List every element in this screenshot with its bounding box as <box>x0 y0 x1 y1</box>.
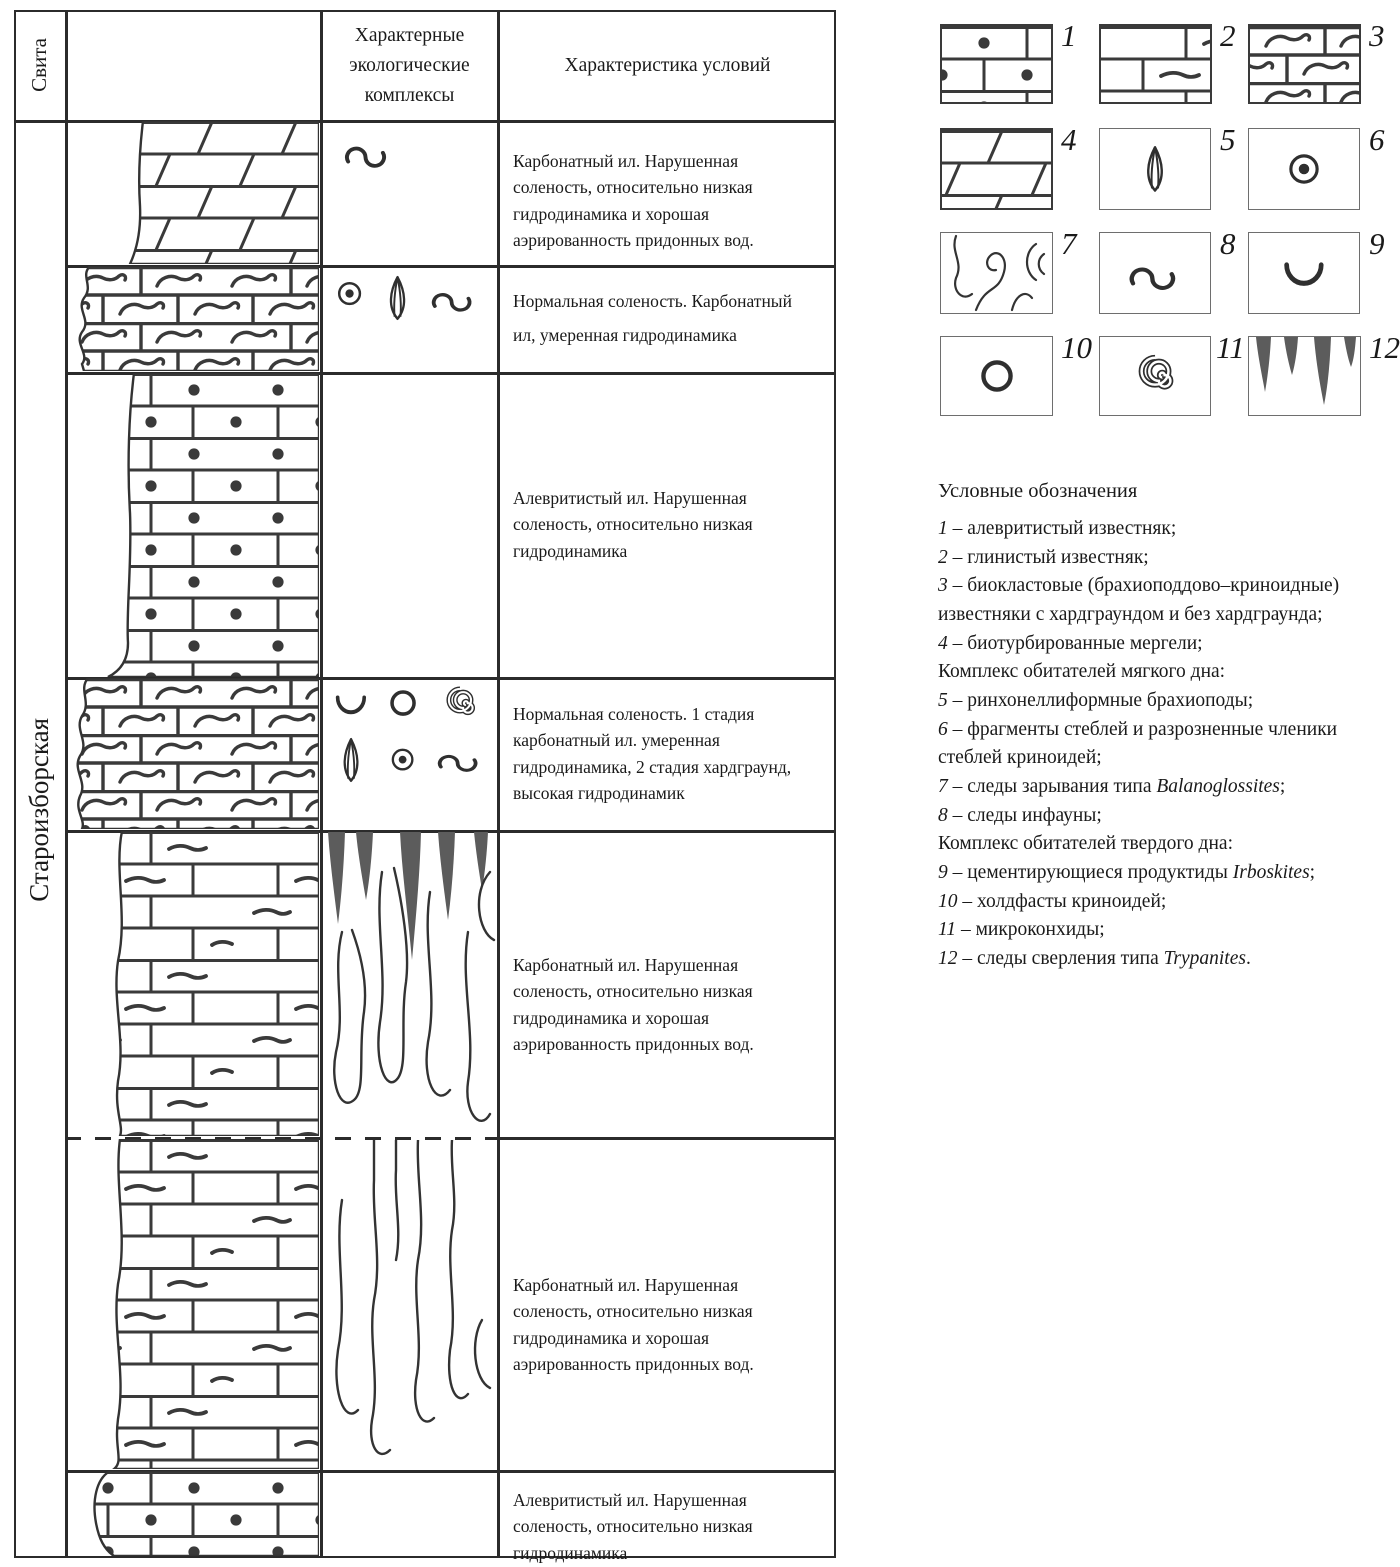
legend-box-brachiopod <box>1099 128 1211 210</box>
infauna-trace-icon <box>427 281 481 314</box>
condition-row2: Нормальная соленость. Карбонатный ил, умеренная гидродинамика <box>513 291 792 345</box>
crinoid-holdfast-icon <box>386 686 420 720</box>
legend-item-8: 8 – следы инфауны; <box>938 804 1102 826</box>
legend-num-4: 4 <box>1061 122 1077 157</box>
header-cond-label: Характеристика условий <box>564 54 771 76</box>
legend-num-6: 6 <box>1369 122 1385 157</box>
legend-num-1: 1 <box>1061 18 1077 53</box>
legend-box-crinoid-holdfast <box>940 336 1053 416</box>
legend-item-11: 11 – микроконхиды; <box>938 919 1105 941</box>
legend-num-3: 3 <box>1369 18 1385 53</box>
legend-item-5: 5 – ринхонеллиформные брахиоподы; <box>938 689 1254 711</box>
legend-box-aleuritic-limestone <box>940 24 1053 104</box>
condition-row7: Алевритистый ил. Нарушенная соленость, относительно низкая гидродинамика <box>513 1490 753 1563</box>
condition-row5: Карбонатный ил. Нарушенная соленость, относительно низкая гидродинамика и хорошая аэрированность придонных вод. <box>513 955 754 1054</box>
condition-row4: Нормальная соленость. 1 стадия карбонатный ил. умеренная гидродинамика, 2 стадия хардграунд, высокая гидродинамик <box>513 704 792 803</box>
legend-num-12: 12 <box>1369 330 1400 365</box>
legend-num-11: 11 <box>1216 330 1245 365</box>
header-svita <box>14 10 65 120</box>
legend-box-microconchid <box>1099 336 1211 416</box>
formation-label: Староизборская <box>24 718 54 902</box>
legend-box-bioclastic-limestone <box>1248 24 1361 104</box>
legend-box-irboskites <box>1248 232 1360 314</box>
condition-row1: Карбонатный ил. Нарушенная соленость, относительно низкая гидродинамика и хорошая аэрированность придонных вод. <box>513 151 754 250</box>
legend-num-7: 7 <box>1061 226 1077 261</box>
balanoglossites-icon <box>942 234 1051 312</box>
legend-item-6: 6 – фрагменты стеблей и разрозненные членики стеблей криноидей; <box>938 718 1338 769</box>
legend-title: Условные обозначения <box>938 480 1138 502</box>
crinoid-holdfast-icon <box>976 355 1018 397</box>
brachiopod-icon <box>382 273 413 323</box>
legend-num-10: 10 <box>1061 330 1092 365</box>
microconchid-icon <box>441 685 478 725</box>
trypanites-icon <box>1250 337 1359 413</box>
irboskites-icon <box>331 692 371 716</box>
header-eco <box>322 12 497 120</box>
irboskites-icon <box>1278 258 1330 288</box>
infauna-trace-icon <box>1124 253 1186 293</box>
legend-num-9: 9 <box>1369 226 1385 261</box>
lith-row1-bioturbated-marl <box>66 121 319 264</box>
header-cond <box>499 12 836 120</box>
legend-item-12: 12 – следы сверления типа Trypanites. <box>938 947 1251 969</box>
condition-row6: Карбонатный ил. Нарушенная соленость, относительно низкая гидродинамика и хорошая аэрированность придонных вод. <box>513 1275 754 1374</box>
legend-group-soft-bottom: Комплекс обитателей мягкого дна: <box>938 661 1226 683</box>
lith-row6-clayey <box>66 1139 319 1469</box>
lith-row2-bioclastic <box>66 266 319 371</box>
legend-num-8: 8 <box>1220 226 1236 261</box>
legend-box-infauna <box>1099 232 1211 314</box>
legend-num-2: 2 <box>1220 18 1236 53</box>
legend-item-9: 9 – цементирующиеся продуктиды Irboskites; <box>938 861 1316 883</box>
condition-row3: Алевритистый ил. Нарушенная соленость, относительно низкая гидродинамика <box>513 488 753 561</box>
legend-box-clayey-limestone <box>1099 24 1212 104</box>
crinoid-stem-icon <box>1283 148 1325 190</box>
infauna-trace-icon <box>433 744 487 774</box>
microconchid-icon <box>1132 353 1178 399</box>
legend-item-3: 3 – биокластовые (брахиоподдово–криноидные) известняки с хардграундом и без хардграунда; <box>938 575 1340 625</box>
brachiopod-icon <box>336 735 366 785</box>
row-line-5-solid <box>497 1137 836 1140</box>
legend-item-2: 2 – глинистый известняк; <box>938 546 1149 568</box>
balanoglossites-burrows <box>322 1140 496 1469</box>
infauna-trace-icon <box>340 133 396 171</box>
lith-row7-aleuritic <box>66 1471 319 1556</box>
lith-row3-aleuritic <box>66 373 319 677</box>
legend-item-10: 10 – холдфасты криноидей; <box>938 890 1167 912</box>
legend-box-trypanites <box>1248 336 1361 416</box>
legend-item-7: 7 – следы зарывания типа Balanoglossites; <box>938 775 1286 797</box>
brachiopod-icon <box>1139 143 1171 195</box>
header-svita-label: Свита <box>27 38 51 92</box>
legend-box-bioturbated-marl <box>940 128 1053 210</box>
legend-item-1: 1 – алевритистый известняк; <box>938 518 1177 539</box>
legend-box-crinoid-stem <box>1248 128 1360 210</box>
header-eco-label: Характерные экологические комплексы <box>349 24 470 107</box>
legend-item-4: 4 – биотурбированные мергели; <box>938 632 1203 654</box>
legend-box-balanoglossites <box>940 232 1053 314</box>
lith-row5-clayey <box>66 831 319 1136</box>
legend-group-hard-bottom: Комплекс обитателей твердого дна: <box>938 833 1233 855</box>
formation-cell <box>14 540 65 1080</box>
legend-text-block <box>938 480 1398 974</box>
crinoid-stem-icon <box>387 744 418 775</box>
crinoid-stem-icon <box>333 277 366 310</box>
lith-row4-bioclastic <box>66 678 319 829</box>
legend-num-5: 5 <box>1220 122 1236 157</box>
trypanites-and-burrows <box>322 832 496 1136</box>
